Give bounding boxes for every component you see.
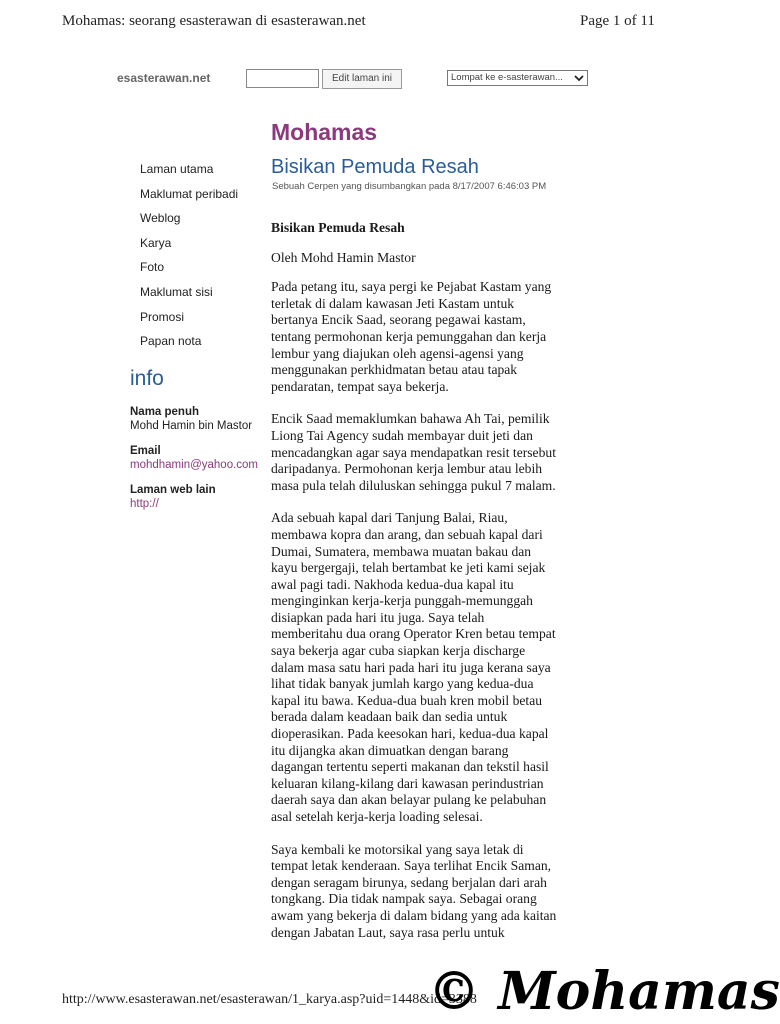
jump-select-value: Lompat ke e-sasterawan...: [451, 72, 563, 83]
edit-page-button[interactable]: Edit laman ini: [322, 69, 402, 89]
story-subtitle: Sebuah Cerpen yang disumbangkan pada 8/17/2007 6:46:03 PM: [272, 181, 547, 192]
info-website-label: Laman web lain: [130, 484, 216, 496]
sidebar-item-laman-utama[interactable]: Laman utama: [140, 162, 214, 176]
search-input[interactable]: [246, 69, 319, 88]
site-title[interactable]: Mohamas: [271, 119, 378, 145]
print-page-number: Page 1 of 11: [580, 13, 655, 29]
sidebar-item-foto[interactable]: Foto: [140, 260, 165, 275]
print-footer-url: http://www.esasterawan.net/esasterawan/1_karya.asp?uid=1448&id=3388: [62, 992, 477, 1007]
story-heading: Bisikan Pemuda Resah: [271, 220, 405, 235]
info-email-label: Email: [130, 445, 161, 457]
story-title: Bisikan Pemuda Resah: [271, 156, 479, 178]
info-name-value: Mohd Hamin bin Mastor: [130, 420, 253, 432]
sidebar-item-papan-nota[interactable]: Papan nota: [140, 334, 202, 349]
email-link[interactable]: mohdhamin@yahoo.com: [130, 459, 259, 471]
sidebar-item-maklumat-peribadi[interactable]: Maklumat peribadi: [140, 186, 239, 201]
jump-select[interactable]: [447, 70, 588, 86]
story-content: [271, 220, 586, 957]
story-paragraph: Pada petang itu, saya pergi ke Pejabat Kastam yang terletak di dalam kawasan Jeti Kastam untuk bertanya Encik Saad, seorang pegawai kastam, tentang permohonan kerja pemunggahan dan kerja lembur yang diajukan oleh agensi-agensi yang menggunakan perkhidmatan betau atau tapak pendaratan, tempat saya bekerja.: [271, 279, 552, 394]
sidebar-nav: [140, 160, 238, 357]
sidebar-item-promosi[interactable]: Promosi: [140, 309, 185, 324]
print-header-title: Mohamas: seorang esasterawan di esasterawan.net: [62, 13, 366, 29]
story-paragraph: Saya kembali ke motorsikal yang saya letak di tempat letak kenderaan. Saya terlihat Encik Saman, dengan seragam birunya, sedang berjalan dari arah tongkang. Dia tidak nampak saya. Sebagai orang awam yang bekerja di dalam bidang yang ada kaitan dengan Jabatan Laut, saya rasa perlu untuk: [271, 841, 557, 940]
website-link[interactable]: http://: [130, 498, 159, 510]
story-paragraph: Ada sebuah kapal dari Tanjung Balai, Riau, membawa kopra dan arang, dan sebuah kapal dari Dumai, Sumatera, membawa muatan bakau dan kayu bergergaji, telah bertambat ke jeti kami sejak awal pagi tadi. Nakhoda kedua-dua kapal itu menginginkan kerja-kerja punggah-memunggah disiapkan pada hari itu juga. Saya telah memberitahu dua orang Operator Kren betau tempat saya bekerja agar cuba siapkan kerja discharge dalam masa satu hari pada hari itu juga kerana saya lihat tidak banyak jumlah kargo yang kedua-dua kapal itu bawa. Kedua-dua buah kren mobil betau berada dalam keadaan baik dan sedia untuk dioperasikan. Pada keesokan hari, kedua-dua kapal itu dijangka akan dimuatkan dengan barang dagangan tertentu seperti makanan dan tekstil hasil keluaran kilang-kilang dari kawasan perindustrian daerah saya dan akan belayar pulang ke pelabuhan asal setelah kerja-kerja loading selesai.: [271, 510, 556, 824]
story-paragraph: Encik Saad memaklumkan bahawa Ah Tai, pemilik Liong Tai Agency sudah membayar duit jeti dan mencadangkan agar saya mendapatkan resit tersebut daripadanya. Permohonan kerja lembur atau lebih masa pula telah diluluskan sehingga pukul 7 malam.: [271, 411, 556, 493]
info-name-label: Nama penuh: [130, 406, 200, 418]
info-website: [130, 483, 216, 511]
copyright-watermark: © Mohamas: [428, 961, 780, 1022]
story-byline: Oleh Mohd Hamin Mastor: [271, 249, 416, 265]
sidebar-item-karya[interactable]: Karya: [140, 235, 172, 250]
info-name: [130, 405, 252, 433]
chevron-down-icon: [572, 71, 586, 85]
site-logo[interactable]: esasterawan.net: [117, 71, 211, 85]
sidebar-item-maklumat-sisi[interactable]: Maklumat sisi: [140, 284, 213, 299]
sidebar-item-weblog[interactable]: Weblog: [140, 211, 181, 226]
info-email: [130, 444, 258, 472]
info-heading: info: [130, 367, 164, 390]
